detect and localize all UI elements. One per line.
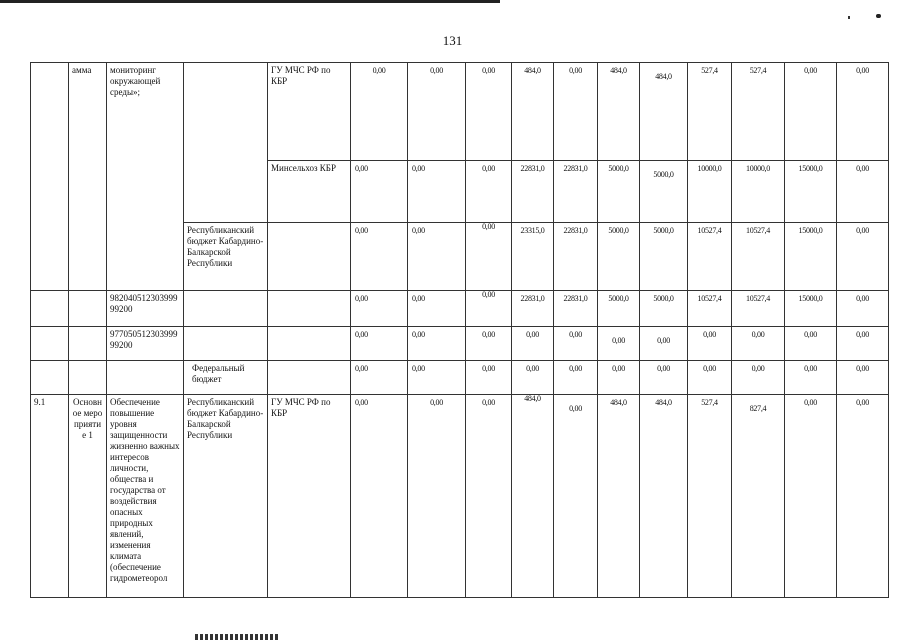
value-cell: 22831,0 [554, 161, 598, 223]
cell-program-type [69, 291, 107, 327]
cell-description: мониторинг окружающей среды»; [107, 63, 184, 291]
value-cell: 484,0 [512, 63, 554, 161]
value-cell: 15000,0 [785, 291, 837, 327]
value-cell: 0,00 [837, 161, 889, 223]
cell-funding-source: Федеральный бюджет [184, 361, 268, 395]
value-cell: 0,00 [351, 361, 408, 395]
cell-program-type [69, 361, 107, 395]
value-cell: 484,0 [598, 63, 640, 161]
budget-table [30, 62, 889, 598]
value-cell: 10527,4 [732, 291, 785, 327]
value-cell: 0,00 [466, 223, 512, 291]
value-cell: 5000,0 [598, 161, 640, 223]
table-row [31, 395, 889, 598]
value-cell: 484,0 [598, 395, 640, 598]
top-scan-line [0, 0, 500, 3]
cell-number [31, 291, 69, 327]
value-cell: 22831,0 [512, 291, 554, 327]
value-cell: 0,00 [408, 361, 466, 395]
value-cell: 0,00 [408, 327, 466, 361]
value-cell: 0,00 [466, 395, 512, 598]
cell-executor: ГУ МЧС РФ по КБР [268, 63, 351, 161]
value-cell: 0,00 [598, 361, 640, 395]
cell-funding-source [184, 63, 268, 223]
value-cell: 5000,0 [640, 223, 688, 291]
value-cell: 23315,0 [512, 223, 554, 291]
value-cell: 10527,4 [688, 223, 732, 291]
value-cell: 0,00 [732, 327, 785, 361]
value-cell: 0,00 [351, 395, 408, 598]
value-cell: 5000,0 [598, 223, 640, 291]
cell-number [31, 327, 69, 361]
value-cell: 0,00 [598, 327, 640, 361]
value-cell: 527,4 [732, 63, 785, 161]
cell-executor: ГУ МЧС РФ по КБР [268, 395, 351, 598]
value-cell: 527,4 [688, 63, 732, 161]
cell-program-type: Основное мероприятие 1 [69, 395, 107, 598]
scan-mark [195, 634, 280, 640]
value-cell: 10000,0 [732, 161, 785, 223]
cell-budget-code: 98204051230399999200 [107, 291, 184, 327]
value-cell: 0,00 [466, 161, 512, 223]
value-cell: 0,00 [408, 395, 466, 598]
cell-executor: Минсельхоз КБР [268, 161, 351, 223]
value-cell: 0,00 [466, 327, 512, 361]
value-cell: 0,00 [732, 361, 785, 395]
scan-speck [848, 16, 850, 19]
table-row [31, 361, 889, 395]
value-cell: 484,0 [512, 395, 554, 598]
value-cell: 0,00 [466, 63, 512, 161]
cell-executor [268, 361, 351, 395]
cell-program-type: амма [69, 63, 107, 291]
cell-number [31, 361, 69, 395]
value-cell: 0,00 [837, 63, 889, 161]
value-cell: 0,00 [554, 361, 598, 395]
cell-program-type [69, 327, 107, 361]
cell-budget-code: 97705051230399999200 [107, 327, 184, 361]
value-cell: 10527,4 [688, 291, 732, 327]
value-cell: 5000,0 [640, 161, 688, 223]
value-cell: 22831,0 [554, 223, 598, 291]
value-cell: 0,00 [351, 161, 408, 223]
value-cell: 0,00 [408, 161, 466, 223]
value-cell: 0,00 [554, 395, 598, 598]
cell-funding-source: Республиканский бюджет Кабардино-Балкарской Республики [184, 395, 268, 598]
value-cell: 0,00 [785, 327, 837, 361]
value-cell: 0,00 [554, 327, 598, 361]
value-cell: 0,00 [351, 63, 408, 161]
value-cell: 0,00 [351, 223, 408, 291]
value-cell: 22831,0 [554, 291, 598, 327]
value-cell: 10527,4 [732, 223, 785, 291]
value-cell: 0,00 [466, 361, 512, 395]
value-cell: 0,00 [351, 327, 408, 361]
page-number: 131 [442, 33, 463, 48]
value-cell: 0,00 [408, 63, 466, 161]
cell-description [107, 361, 184, 395]
value-cell: 0,00 [640, 361, 688, 395]
value-cell: 0,00 [785, 63, 837, 161]
cell-funding-source: Республиканский бюджет Кабардино-Балкарской Республики [184, 223, 268, 291]
value-cell: 827,4 [732, 395, 785, 598]
value-cell: 0,00 [512, 327, 554, 361]
value-cell: 15000,0 [785, 223, 837, 291]
value-cell: 484,0 [640, 395, 688, 598]
value-cell: 0,00 [554, 63, 598, 161]
table-row [31, 63, 889, 161]
cell-number [31, 63, 69, 291]
value-cell: 527,4 [688, 395, 732, 598]
cell-description: Обеспечение повышение уровня защищенности жизненно важных интересов личности, общества и государства от воздействия опасных природных явлений, изменения климата (обеспечение гидрометеорол [107, 395, 184, 598]
value-cell: 0,00 [408, 291, 466, 327]
value-cell: 0,00 [837, 327, 889, 361]
value-cell: 10000,0 [688, 161, 732, 223]
table-row [31, 327, 889, 361]
cell-executor [268, 223, 351, 291]
value-cell: 0,00 [688, 361, 732, 395]
value-cell: 0,00 [466, 291, 512, 327]
value-cell: 0,00 [512, 361, 554, 395]
value-cell: 0,00 [785, 361, 837, 395]
value-cell: 5000,0 [640, 291, 688, 327]
cell-funding-source [184, 291, 268, 327]
cell-executor [268, 327, 351, 361]
value-cell: 0,00 [688, 327, 732, 361]
scan-speck [876, 14, 881, 18]
value-cell: 0,00 [837, 395, 889, 598]
value-cell: 0,00 [837, 291, 889, 327]
value-cell: 0,00 [408, 223, 466, 291]
cell-funding-source [184, 327, 268, 361]
value-cell: 15000,0 [785, 161, 837, 223]
cell-number: 9.1 [31, 395, 69, 598]
value-cell: 484,0 [640, 63, 688, 161]
value-cell: 0,00 [837, 223, 889, 291]
value-cell: 5000,0 [598, 291, 640, 327]
value-cell: 0,00 [640, 327, 688, 361]
cell-executor [268, 291, 351, 327]
value-cell: 0,00 [785, 395, 837, 598]
table-row [31, 291, 889, 327]
value-cell: 22831,0 [512, 161, 554, 223]
value-cell: 0,00 [351, 291, 408, 327]
value-cell: 0,00 [837, 361, 889, 395]
